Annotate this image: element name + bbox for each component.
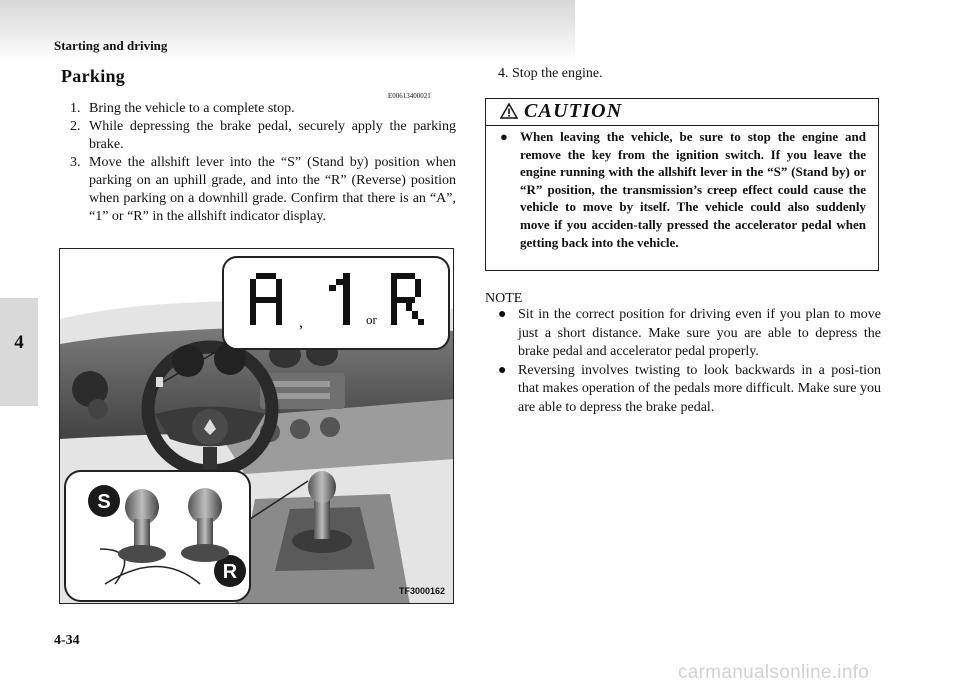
caution-text: When leaving the vehicle, be sure to stop the engine and remove the key from the ignition switch. If you leave the engine running with the allshift lever in the “S” (Stand by) or “R” position, the transmission’s creep effect could cause the vehicle to move by itself. The vehicle could also suddenly move if you acciden-tally pressed the accelerator pedal when getting back into the vehicle. [520, 129, 866, 250]
watermark[interactable]: carmanualsonline.info [678, 662, 870, 683]
dashboard-illustration [59, 248, 454, 604]
caution-item [500, 128, 866, 251]
note-list [498, 306, 881, 417]
note-text: Sit in the correct position for driving even if you plan to move just a short distance. Make sure you are able to depress the brake pedal and accelerator pedal properly. [518, 307, 881, 359]
page-number: 4-34 [54, 633, 80, 648]
bullet-icon: ● [498, 307, 507, 322]
badge-s-label: S [97, 491, 111, 513]
allshift-indicator [156, 377, 163, 387]
figure-code: TF3000162 [398, 586, 445, 596]
indicator-separator: , [299, 314, 303, 331]
note-label: NOTE [485, 291, 523, 306]
section-code: E00613400021 [388, 92, 431, 100]
note-item [498, 362, 881, 418]
step-number: 4. [498, 66, 509, 81]
shift-knob [308, 471, 336, 503]
climate-knob [320, 417, 340, 437]
step-number: 2. [70, 119, 81, 134]
caution-box [485, 98, 879, 271]
warning-triangle-icon [500, 103, 518, 119]
step-text: Bring the vehicle to a complete stop. [89, 101, 295, 116]
parking-steps [70, 100, 456, 226]
step-item [70, 100, 456, 118]
bullet-icon: ● [498, 362, 507, 378]
step-item [70, 118, 456, 154]
step-item [70, 154, 456, 226]
indicator-or: or [366, 312, 377, 327]
page-heading: Parking [61, 66, 126, 86]
caution-title: CAUTION [524, 100, 623, 122]
step-number: 3. [70, 155, 81, 170]
bullet-icon: ● [500, 129, 508, 144]
climate-knob [290, 419, 310, 439]
step-text: While depressing the brake pedal, securely apply the parking brake. [89, 119, 456, 152]
badge-r-label: R [222, 561, 238, 583]
chapter-tab [0, 298, 38, 406]
chapter-number: 4 [14, 332, 24, 353]
step-number: 1. [70, 101, 81, 116]
step-four [498, 66, 603, 82]
step-text: Stop the engine. [512, 66, 603, 81]
caution-header [486, 99, 878, 126]
note-item [498, 306, 881, 362]
step-text: Move the allshift lever into the “S” (Stand by) position when parking on an uphill grade, and into the “R” (Reverse) position when parking on a downhill grade. Confirm that there is an “A”, “1” or “R” in the allshift indicator display. [89, 155, 456, 224]
note-text: Reversing involves twisting to look backwards in a posi-tion that makes operation of the pedals more difficult. Make sure you are able to depress the brake pedal. [518, 362, 881, 415]
dashboard-drawing [60, 249, 454, 604]
section-title: Starting and driving [54, 38, 168, 53]
